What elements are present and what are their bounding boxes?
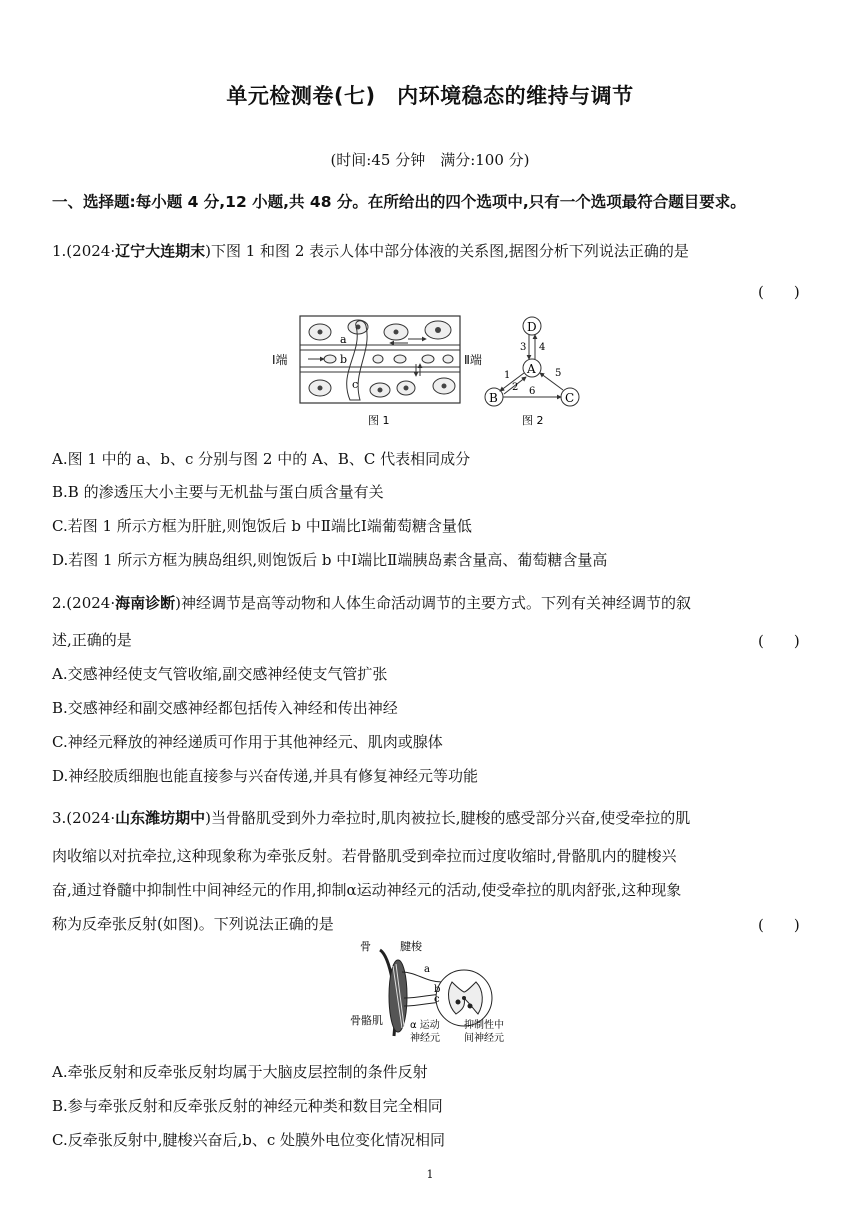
q1-source: 辽宁大连期末	[115, 242, 206, 260]
label-spindle: 腱梭	[400, 940, 422, 953]
fig1-caption: 图 1	[368, 414, 390, 427]
label-alpha-neuron-2: 神经元	[410, 1033, 440, 1044]
svg-text:4: 4	[539, 342, 546, 353]
fig1-right-end: Ⅱ端	[464, 353, 482, 367]
fig1-left-end: Ⅰ端	[272, 353, 288, 367]
svg-text:1: 1	[504, 370, 511, 381]
fig1-label-c: c	[352, 378, 359, 391]
exam-time-score: (时间:45 分钟 满分:100 分)	[330, 151, 530, 169]
q3-stem-line4: 称为反牵张反射(如图)。下列说法正确的是	[52, 915, 334, 933]
q3-option-b: B.参与牵张反射和反牵张反射的神经元种类和数目完全相同	[52, 1097, 443, 1115]
fig1-label-a: a	[340, 333, 347, 346]
q3-option-a: A.牵张反射和反牵张反射均属于大脑皮层控制的条件反射	[52, 1063, 428, 1081]
svg-text:5: 5	[555, 368, 562, 379]
q3-stem-line2: 肉收缩以对抗牵拉,这种现象称为牵张反射。若骨骼肌受到牵拉而过度收缩时,骨骼肌内的腱梭兴	[52, 847, 677, 865]
label-inhib-neuron-2: 间神经元	[464, 1033, 504, 1044]
muscle-spindle-diagram	[350, 939, 504, 1044]
fig2-node-a: A	[527, 362, 536, 376]
page-number: 1	[426, 1168, 434, 1181]
figure2-fluid-diagram	[485, 317, 579, 427]
q3-answer-blank: ( )	[758, 916, 800, 934]
fig2-node-c: C	[565, 391, 575, 405]
label-a: a	[424, 964, 430, 975]
page-title: 单元检测卷(七) 内环境稳态的维持与调节	[226, 84, 634, 108]
label-b: b	[434, 984, 441, 995]
q1-option-d: D.若图 1 所示方框为胰岛组织,则饱饭后 b 中Ⅰ端比Ⅱ端胰岛素含量高、葡萄糖含量高	[52, 551, 608, 569]
fig2-node-d: D	[527, 320, 537, 334]
q2-option-b: B.交感神经和副交感神经都包括传入神经和传出神经	[52, 699, 398, 717]
q1-option-b: B.B 的渗透压大小主要与无机盐与蛋白质含量有关	[52, 483, 384, 501]
fig1-label-b: b	[340, 353, 348, 366]
figure1-tissue-diagram	[272, 316, 482, 427]
q2-source: 海南诊断	[115, 594, 176, 612]
q3-stem: 3.(2024·山东潍坊期中)当骨骼肌受到外力牵拉时,肌肉被拉长,腱梭的感受部分兴奋,使受牵拉的肌	[52, 809, 691, 827]
fig2-node-b: B	[489, 391, 498, 405]
q2-stem-cont: 述,正确的是	[52, 631, 132, 649]
label-muscle: 骨骼肌	[350, 1014, 383, 1027]
q1-stem: 1.(2024·辽宁大连期末)下图 1 和图 2 表示人体中部分体液的关系图,据图分析下列说法正确的是	[52, 242, 689, 260]
label-bone: 骨	[360, 940, 371, 953]
q2-option-d: D.神经胶质细胞也能直接参与兴奋传递,并具有修复神经元等功能	[52, 767, 479, 785]
q2-option-c: C.神经元释放的神经递质可作用于其他神经元、肌肉或腺体	[52, 733, 443, 751]
label-c: c	[434, 994, 440, 1005]
label-inhib-neuron-1: 抑制性中	[464, 1020, 504, 1031]
q2-answer-blank: ( )	[758, 632, 800, 650]
q1-answer-blank: ( )	[758, 283, 800, 301]
q3-stem-line3: 奋,通过脊髓中抑制性中间神经元的作用,抑制α运动神经元的活动,使受牵拉的肌肉舒张,这种现象	[52, 881, 682, 899]
q2-option-a: A.交感神经使支气管收缩,副交感神经使支气管扩张	[52, 665, 388, 683]
q1-option-a: A.图 1 中的 a、b、c 分别与图 2 中的 A、B、C 代表相同成分	[52, 450, 471, 468]
label-alpha-neuron-1: α 运动	[410, 1020, 440, 1031]
svg-text:6: 6	[529, 386, 536, 397]
svg-text:3: 3	[520, 342, 527, 353]
q2-stem: 2.(2024·海南诊断)神经调节是高等动物和人体生命活动调节的主要方式。下列有关神经调节的叙	[52, 594, 691, 612]
q1-option-c: C.若图 1 所示方框为肝脏,则饱饭后 b 中Ⅱ端比Ⅰ端葡萄糖含量低	[52, 517, 472, 535]
fig2-caption: 图 2	[522, 414, 544, 427]
svg-text:2: 2	[512, 382, 519, 393]
q3-reflex-figure	[346, 936, 536, 1048]
section-heading: 一、选择题:每小题 4 分,12 小题,共 48 分。在所给出的四个选项中,只有一个选项最符合题目要求。	[52, 193, 746, 211]
q1-figure	[268, 312, 628, 430]
q3-source: 山东潍坊期中	[115, 809, 206, 827]
q3-option-c: C.反牵张反射中,腱梭兴奋后,b、c 处膜外电位变化情况相同	[52, 1131, 446, 1149]
